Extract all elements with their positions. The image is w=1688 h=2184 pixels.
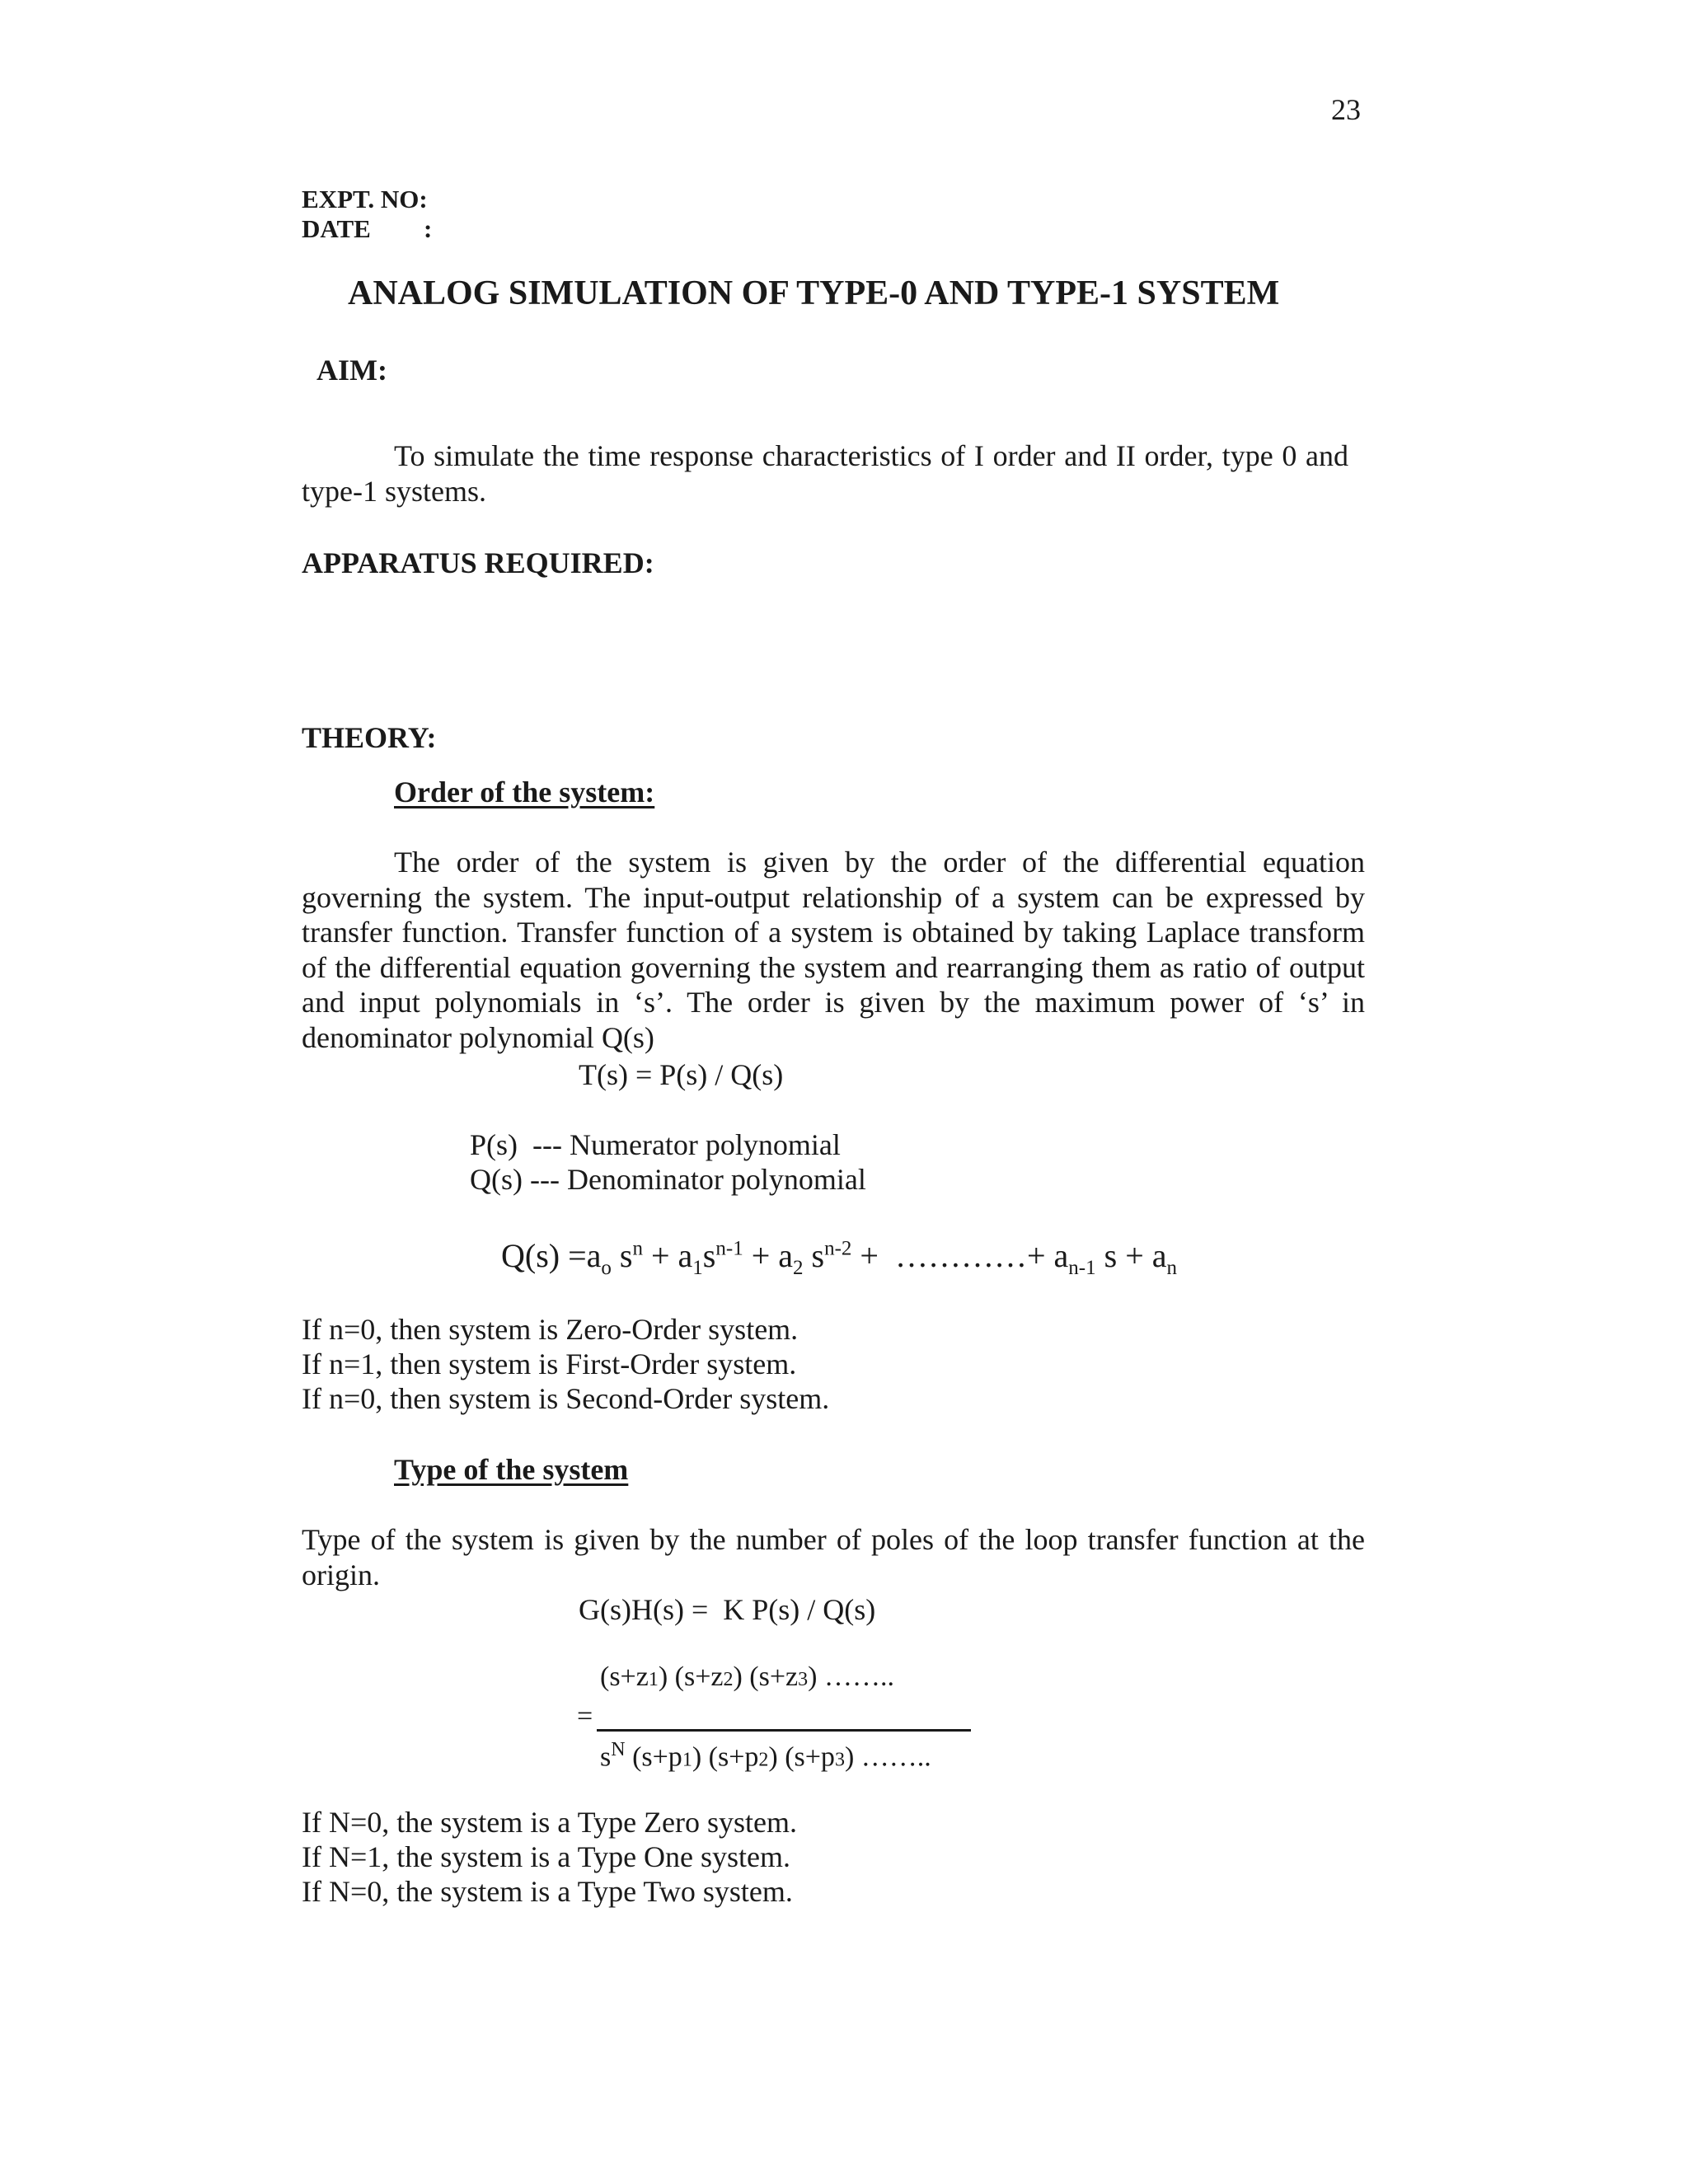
date-row xyxy=(302,214,433,244)
order-paragraph: The order of the system is given by the order of the differential equation governing the system. The input-output relationship of a system can be expressed by transfer function. Transfer function of a system is obtained by taking Laplace transform of the differential equation governing the system and rearranging them as ratio of output and input polynomials in ‘s’. The order is given by the maximum power of ‘s’ in denominator polynomial Q(s) xyxy=(302,846,1365,1054)
fraction-bar xyxy=(597,1729,971,1732)
date-colon: : xyxy=(424,214,433,243)
order-case-3: If n=0, then system is Second-Order system. xyxy=(302,1382,830,1415)
fraction-denominator: $s^N$ (s+p1) (s+p2) (s+p3) …….. xyxy=(600,1739,931,1773)
page-number: 23 xyxy=(1331,93,1361,126)
type-case-1: If N=0, the system is a Type Zero system. xyxy=(302,1806,798,1839)
type-case-2: If N=1, the system is a Type One system. xyxy=(302,1840,791,1873)
document-title: ANALOG SIMULATION OF TYPE-0 AND TYPE-1 SYSTEM xyxy=(348,274,1280,312)
fraction-equals: = xyxy=(577,1701,593,1732)
denominator-definition: Q(s) --- Denominator polynomial xyxy=(470,1163,866,1196)
loop-transfer-equation: G(s)H(s) = K P(s) / Q(s) xyxy=(579,1593,876,1626)
aim-heading: AIM: xyxy=(316,354,387,387)
type-paragraph: Type of the system is given by the number of poles of the loop transfer function at the origin. xyxy=(302,1523,1365,1591)
apparatus-heading: APPARATUS REQUIRED: xyxy=(302,546,654,579)
theory-heading: THEORY: xyxy=(302,721,437,754)
aim-text: To simulate the time response characteristics of I order and II order, type 0 and type-1 systems. xyxy=(302,439,1348,508)
type-case-3: If N=0, the system is a Type Two system. xyxy=(302,1875,793,1908)
order-case-2: If n=1, then system is First-Order system. xyxy=(302,1347,797,1380)
type-section-heading: Type of the system xyxy=(394,1453,629,1486)
order-section-heading: Order of the system: xyxy=(394,776,655,808)
order-case-1: If n=0, then system is Zero-Order system. xyxy=(302,1313,799,1346)
transfer-function-equation: T(s) = P(s) / Q(s) xyxy=(579,1058,784,1091)
date-label: DATE xyxy=(302,214,371,243)
expt-no-label: EXPT. NO: xyxy=(302,185,428,213)
polynomial-equation: $Q(s) =a_o$ $s^n + a_1s^{n-1} + a_2$ $s^{n-2}$ + …………+ $a_{n-1}$ $s + a_n$ xyxy=(501,1237,1178,1279)
fraction-numerator: (s+z1) (s+z2) (s+z3) …….. xyxy=(600,1661,894,1692)
numerator-definition: P(s) --- Numerator polynomial xyxy=(470,1128,841,1161)
